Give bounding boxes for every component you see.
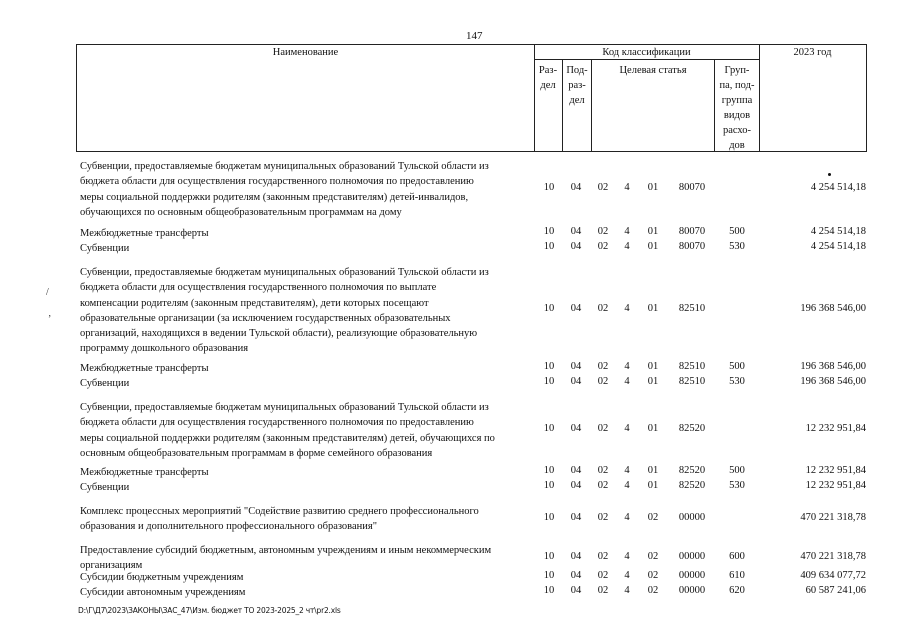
table-row	[0, 265, 905, 357]
code-razdel: 10	[543, 241, 555, 252]
code-podrazdel: 04	[570, 361, 582, 372]
header-target: Целевая статья	[619, 65, 687, 76]
row-name: Субвенции	[80, 243, 130, 254]
code-d: 80070	[678, 226, 706, 237]
code-c: 02	[647, 570, 659, 581]
row-name: Предоставление субсидий бюджетным, автономным учреждениям и иным некоммерческим организациям	[80, 545, 492, 572]
code-d: 00000	[678, 511, 706, 523]
margin-mark: /	[46, 287, 49, 298]
code-razdel: 10	[543, 226, 555, 237]
code-razdel: 10	[543, 570, 555, 581]
table-row	[0, 226, 905, 241]
code-a: 02	[597, 241, 609, 252]
table-row	[0, 376, 905, 391]
code-c: 02	[647, 585, 659, 596]
amount-2023: 4 254 514,18	[810, 226, 866, 237]
code-d: 82520	[678, 422, 706, 434]
code-b: 4	[624, 226, 630, 237]
row-name: Межбюджетные трансферты	[80, 467, 209, 478]
code-vid: 620	[729, 585, 745, 596]
code-c: 01	[647, 480, 659, 491]
amount-2023: 196 368 546,00	[800, 361, 866, 372]
code-d: 00000	[678, 570, 706, 581]
code-podrazdel: 04	[570, 422, 582, 434]
row-name: Субсидии автономным учреждениям	[80, 587, 246, 598]
code-b: 4	[624, 465, 630, 476]
code-a: 02	[597, 465, 609, 476]
code-podrazdel: 04	[570, 550, 582, 562]
code-c: 01	[647, 422, 659, 434]
code-b: 4	[624, 303, 630, 315]
code-podrazdel: 04	[570, 181, 582, 193]
table-header	[76, 44, 867, 152]
code-vid: 530	[729, 480, 745, 491]
code-b: 4	[624, 241, 630, 252]
table-row	[0, 543, 905, 574]
code-a: 02	[597, 181, 609, 193]
code-razdel: 10	[543, 511, 555, 523]
code-podrazdel: 04	[570, 570, 582, 581]
code-a: 02	[597, 570, 609, 581]
code-c: 01	[647, 376, 659, 387]
code-c: 01	[647, 241, 659, 252]
code-b: 4	[624, 422, 630, 434]
header-name: Наименование	[272, 47, 339, 58]
code-b: 4	[624, 376, 630, 387]
code-razdel: 10	[543, 376, 555, 387]
code-c: 01	[647, 303, 659, 315]
header-classification: Код классификации	[602, 47, 691, 58]
code-podrazdel: 04	[570, 480, 582, 491]
code-a: 02	[597, 511, 609, 523]
table-row	[0, 400, 905, 461]
row-name: Субсидии бюджетным учреждениям	[80, 572, 244, 583]
code-podrazdel: 04	[570, 241, 582, 252]
code-a: 02	[597, 226, 609, 237]
code-vid: 500	[729, 361, 745, 372]
code-podrazdel: 04	[570, 465, 582, 476]
code-b: 4	[624, 181, 630, 193]
code-razdel: 10	[543, 465, 555, 476]
code-razdel: 10	[543, 303, 555, 315]
code-razdel: 10	[543, 550, 555, 562]
code-d: 80070	[678, 181, 706, 193]
margin-mark: ‚	[48, 308, 52, 319]
row-name: Комплекс процессных мероприятий "Содействие развитию среднего профессионального образования и дополнительного профессионального образования"	[80, 506, 479, 533]
code-vid: 610	[729, 570, 745, 581]
code-podrazdel: 04	[570, 511, 582, 523]
table-row	[0, 465, 905, 480]
code-c: 01	[647, 226, 659, 237]
header-year: 2023 год	[793, 47, 832, 58]
code-vid: 600	[729, 550, 745, 562]
code-d: 82510	[678, 361, 706, 372]
code-b: 4	[624, 361, 630, 372]
code-c: 01	[647, 465, 659, 476]
amount-2023: 470 221 318,78	[800, 511, 866, 523]
code-podrazdel: 04	[570, 226, 582, 237]
code-podrazdel: 04	[570, 585, 582, 596]
header-vid: Груп- па, под- группа видов расхо- дов	[719, 65, 755, 151]
code-b: 4	[624, 570, 630, 581]
code-c: 02	[647, 550, 659, 562]
code-razdel: 10	[543, 422, 555, 434]
row-name: Субвенции, предоставляемые бюджетам муниципальных образований Тульской области из бюджета области для осуществления государственного полномочия по выплате компенсации родителям (законным представителям), дети которых посещают образовательные организации (за исключением государственных образовательных организаций, находящихся в ведении Тульской области), реализующие образовательную программу дошкольного образования	[80, 267, 489, 355]
header-razdel: Раз- дел	[538, 65, 558, 91]
code-vid: 530	[729, 241, 745, 252]
code-b: 4	[624, 511, 630, 523]
code-podrazdel: 04	[570, 303, 582, 315]
code-c: 02	[647, 511, 659, 523]
code-c: 01	[647, 361, 659, 372]
code-d: 82510	[678, 303, 706, 315]
table-row	[0, 159, 905, 220]
code-a: 02	[597, 550, 609, 562]
code-vid: 500	[729, 465, 745, 476]
amount-2023: 196 368 546,00	[800, 303, 866, 315]
table-row	[0, 570, 905, 585]
code-a: 02	[597, 361, 609, 372]
amount-2023: 12 232 951,84	[805, 480, 866, 491]
header-podrazdel: Под- раз- дел	[566, 65, 588, 106]
amount-2023: 12 232 951,84	[805, 465, 866, 476]
table-row	[0, 241, 905, 256]
code-razdel: 10	[543, 480, 555, 491]
code-c: 01	[647, 181, 659, 193]
code-d: 82520	[678, 465, 706, 476]
code-vid: 530	[729, 376, 745, 387]
code-vid: 500	[729, 226, 745, 237]
code-a: 02	[597, 585, 609, 596]
row-name: Межбюджетные трансферты	[80, 228, 209, 239]
code-b: 4	[624, 585, 630, 596]
amount-2023: 470 221 318,78	[800, 550, 866, 562]
code-razdel: 10	[543, 181, 555, 193]
code-podrazdel: 04	[570, 376, 582, 387]
code-d: 00000	[678, 585, 706, 596]
code-razdel: 10	[543, 585, 555, 596]
table-row	[0, 585, 905, 600]
row-name: Субвенции, предоставляемые бюджетам муниципальных образований Тульской области из бюджета области для осуществления государственного полномочия по предоставлению меры социальной поддержки родителям (законным представителям) детей-инвалидов, обучающихся по основным общеобразовательным программам на дому	[80, 161, 489, 218]
code-d: 80070	[678, 241, 706, 252]
amount-2023: 4 254 514,18	[810, 181, 866, 193]
code-d: 82510	[678, 376, 706, 387]
code-a: 02	[597, 376, 609, 387]
amount-2023: 60 587 241,06	[805, 585, 866, 596]
stray-dot	[828, 173, 831, 176]
code-razdel: 10	[543, 361, 555, 372]
table-row	[0, 480, 905, 495]
page-number: 147	[466, 30, 483, 42]
table-row	[0, 361, 905, 376]
code-a: 02	[597, 422, 609, 434]
row-name: Субвенции	[80, 378, 130, 389]
code-d: 82520	[678, 480, 706, 491]
row-name: Межбюджетные трансферты	[80, 363, 209, 374]
table-row	[0, 504, 905, 535]
amount-2023: 4 254 514,18	[810, 241, 866, 252]
row-name: Субвенции	[80, 482, 130, 493]
code-a: 02	[597, 303, 609, 315]
amount-2023: 409 634 077,72	[800, 570, 866, 581]
code-a: 02	[597, 480, 609, 491]
code-d: 00000	[678, 550, 706, 562]
amount-2023: 196 368 546,00	[800, 376, 866, 387]
amount-2023: 12 232 951,84	[805, 422, 866, 434]
code-b: 4	[624, 550, 630, 562]
file-path-footer: D:\Г\Д7\2023\ЗАКОНЫ\ЗАС_47\Изм. бюджет ТО 2023-2025_2 чт\pr2.xls	[78, 606, 341, 615]
row-name: Субвенции, предоставляемые бюджетам муниципальных образований Тульской области из бюджета области для осуществления государственного полномочия по предоставлению меры социальной поддержки родителям (законным представителям) детей, обучающихся по основным общеобразовательным программам в форме семейного образования	[80, 402, 495, 459]
code-b: 4	[624, 480, 630, 491]
